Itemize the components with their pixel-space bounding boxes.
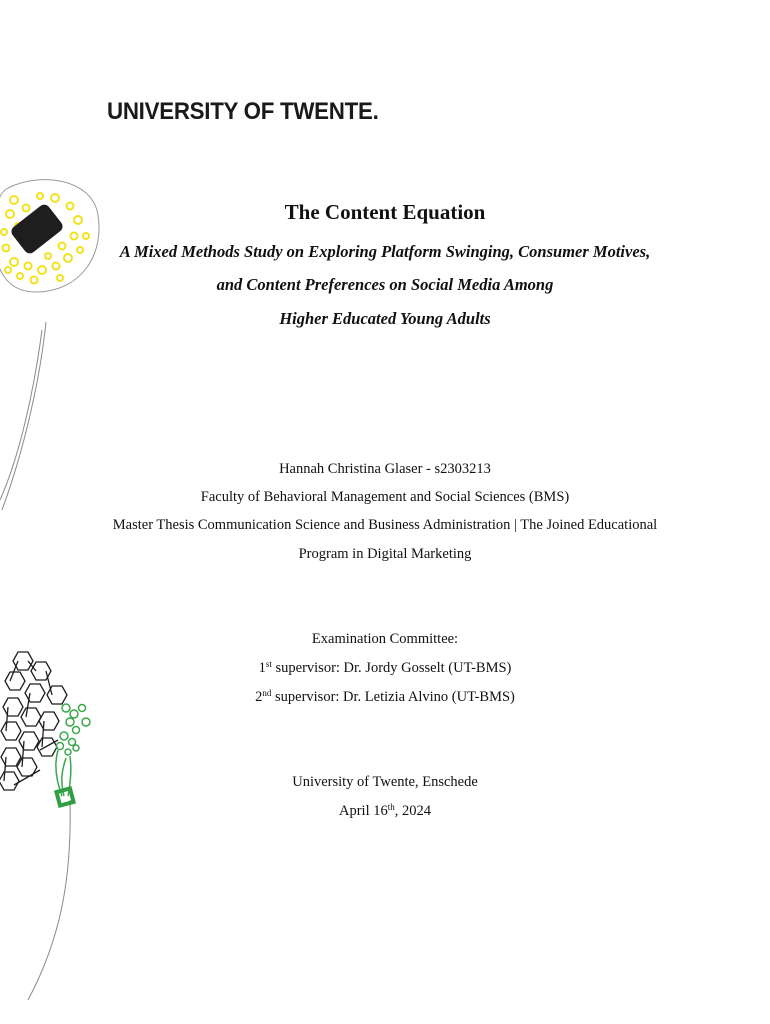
thesis-title: The Content Equation (284, 200, 486, 224)
first-supervisor-ordinal-suffix: st (265, 659, 272, 669)
date-prefix: April 16 (339, 803, 388, 819)
submission-date (0, 803, 770, 820)
program-line-1: Master Thesis Communication Science and Business Administration | The Joined Educational (112, 517, 658, 533)
date-rest: , 2024 (394, 803, 431, 819)
second-supervisor-ordinal-suffix: nd (262, 688, 272, 698)
thesis-subtitle-line-1: A Mixed Methods Study on Exploring Platform Swinging, Consumer Motives, (119, 242, 651, 261)
first-supervisor-ordinal: 1 (258, 660, 266, 676)
university-location: University of Twente, Enschede (292, 774, 478, 790)
committee-heading: Examination Committee: (311, 631, 459, 647)
first-supervisor-text: supervisor: Dr. Jordy Gosselt (UT-BMS) (271, 660, 512, 676)
second-supervisor-text: supervisor: Dr. Letizia Alvino (UT-BMS) (271, 689, 515, 705)
first-supervisor (0, 660, 770, 677)
faculty-name: Faculty of Behavioral Management and Social Sciences (BMS) (200, 489, 570, 505)
thesis-subtitle-line-2: and Content Preferences on Social Media Among (216, 275, 554, 294)
second-supervisor (0, 689, 770, 706)
thesis-subtitle-line-3: Higher Educated Young Adults (279, 309, 491, 328)
second-supervisor-ordinal: 2 (255, 689, 263, 705)
date-suffix: th (387, 802, 395, 812)
author-name: Hannah Christina Glaser - s2303213 (279, 461, 491, 477)
decorative-illustration (0, 0, 120, 1024)
program-line-2: Program in Digital Marketing (298, 546, 472, 562)
university-logo: UNIVERSITY OF TWENTE. (107, 98, 379, 125)
